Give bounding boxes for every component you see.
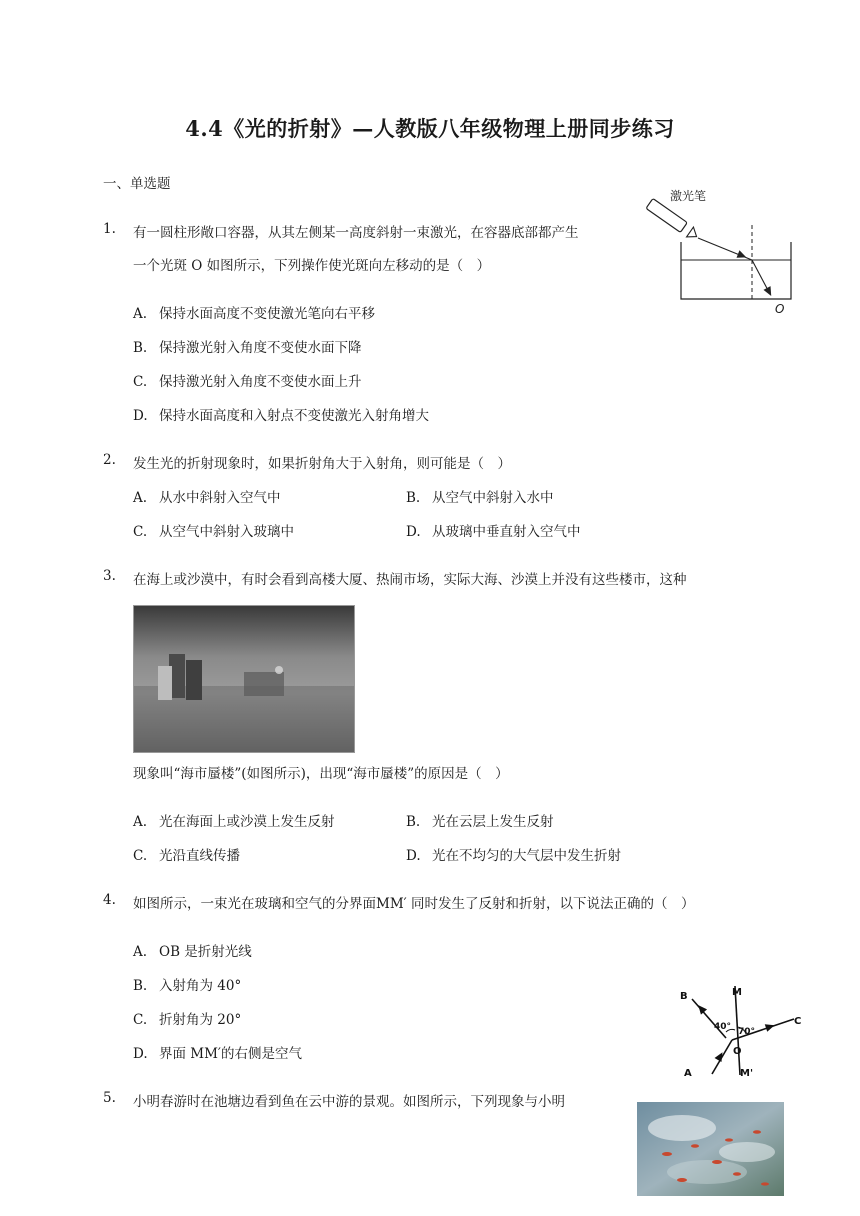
label-m: M: [732, 987, 742, 998]
refracted-arrow: [763, 286, 774, 298]
mirage-building-2: [158, 666, 172, 700]
question-2-option-a: A. 从水中斜射入空气中: [133, 490, 281, 506]
section-heading: 一、单选题: [103, 176, 171, 192]
arrow-oc: [765, 1021, 776, 1031]
question-4-option-a: A. OB 是折射光线: [133, 944, 252, 960]
label-a: A: [684, 1068, 692, 1078]
question-3-number: 3.: [103, 568, 116, 584]
question-1-figure: [640, 180, 810, 320]
mirage-building-4: [244, 672, 284, 696]
question-3-option-c: C. 光沿直线传播: [133, 848, 240, 864]
ray-ao: [712, 1040, 732, 1074]
question-2-stem: 发生光的折射现象时，如果折射角大于入射角，则可能是（ ）: [133, 456, 511, 472]
question-5-stem: 小明春游时在池塘边看到鱼在云中游的景观。如图所示，下列现象与小明: [133, 1094, 565, 1110]
label-c: C: [794, 1016, 802, 1027]
question-1-option-a: A. 保持水面高度不变使激光笔向右平移: [133, 306, 375, 322]
laser-pen-icon: [646, 198, 700, 241]
question-4-number: 4.: [103, 892, 116, 908]
question-2-option-b: B. 从空气中斜射入水中: [406, 490, 554, 506]
question-3-stem-line2: 现象叫“海市蜃楼”(如图所示)，出现“海市蜃楼”的原因是（ ）: [133, 766, 509, 782]
page-title: 4.4《光的折射》—人教版八年级物理上册同步练习: [185, 116, 675, 141]
question-1-number: 1.: [103, 221, 116, 237]
label-m-prime: M': [740, 1068, 754, 1078]
question-2-option-d: D. 从玻璃中垂直射入空气中: [406, 524, 581, 540]
angle-40: 40°: [714, 1022, 732, 1032]
question-3-stem-line1: 在海上或沙漠中，有时会看到高楼大厦、热闹市场，实际大海、沙漠上并没有这些楼市，这种: [133, 572, 687, 588]
question-4-option-d: D. 界面 MM′的右侧是空气: [133, 1046, 303, 1062]
question-1-option-c: C. 保持激光射入角度不变使水面上升: [133, 374, 362, 390]
question-3-option-d: D. 光在不均匀的大气层中发生折射: [406, 848, 621, 864]
question-4-option-b: B. 入射角为 40°: [133, 978, 242, 994]
fish-pond-photo: [637, 1102, 784, 1196]
question-1-option-d: D. 保持水面高度和入射点不变使激光入射角增大: [133, 408, 429, 424]
mirage-photo: [133, 605, 355, 753]
question-4-option-c: C. 折射角为 20°: [133, 1012, 242, 1028]
container: [681, 242, 791, 299]
question-1-option-b: B. 保持激光射入角度不变使水面下降: [133, 340, 362, 356]
question-4-stem: 如图所示，一束光在玻璃和空气的分界面MM′ 同时发生了反射和折射，以下说法正确的（ ）: [133, 896, 695, 912]
spot-label: O: [775, 302, 785, 316]
laser-label: 激光笔: [670, 189, 707, 203]
question-2-option-c: C. 从空气中斜射入玻璃中: [133, 524, 294, 540]
mirage-building-3: [186, 660, 202, 700]
angle-70: 70°: [738, 1027, 756, 1037]
question-3-option-b: B. 光在云层上发生反射: [406, 814, 554, 830]
question-1-stem-line1: 有一圆柱形敞口容器，从其左侧某一高度斜射一束激光，在容器底部都产生: [133, 225, 579, 241]
question-1-stem-line2: 一个光斑 O 如图所示，下列操作使光斑向左移动的是（ ）: [133, 258, 491, 274]
question-3-option-a: A. 光在海面上或沙漠上发生反射: [133, 814, 335, 830]
label-b: B: [680, 991, 688, 1002]
question-2-number: 2.: [103, 452, 116, 468]
incident-arrow: [737, 250, 748, 261]
ray-ob: [692, 999, 726, 1038]
label-o: O: [733, 1046, 742, 1057]
question-5-number: 5.: [103, 1090, 116, 1106]
question-4-figure: [670, 982, 810, 1078]
